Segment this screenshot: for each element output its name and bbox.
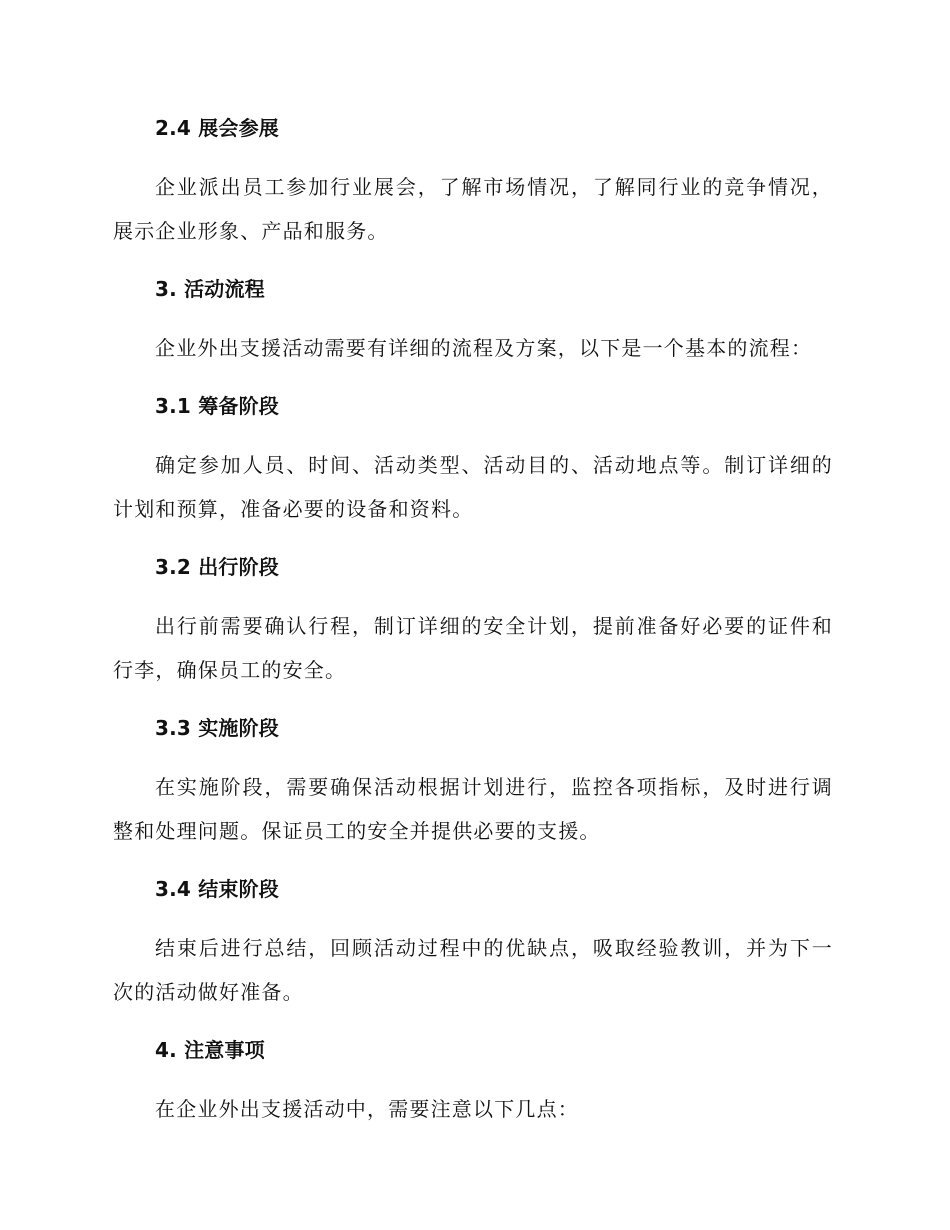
document-content xyxy=(113,108,833,1131)
section-heading-3-2: 3.2 出行阶段 xyxy=(155,555,279,579)
section-body-3-2: 出行前需要确认行程，制订详细的安全计划，提前准备好必要的证件和行李，确保员工的安全。 xyxy=(113,614,833,682)
section-heading-3: 3. 活动流程 xyxy=(155,277,265,301)
section-body-4: 在企业外出支援活动中，需要注意以下几点： xyxy=(155,1097,579,1121)
section-heading-3-3: 3.3 实施阶段 xyxy=(155,716,279,740)
section-heading-3-1: 3.1 筹备阶段 xyxy=(155,394,279,418)
section-body-3: 企业外出支援活动需要有详细的流程及方案，以下是一个基本的流程： xyxy=(155,336,813,360)
section-body-3-4: 结束后进行总结，回顾活动过程中的优缺点，吸取经验教训，并为下一次的活动做好准备。 xyxy=(113,936,833,1004)
section-body-3-3: 在实施阶段，需要确保活动根据计划进行，监控各项指标，及时进行调整和处理问题。保证员工的安全并提供必要的支援。 xyxy=(113,775,833,843)
section-heading-3-4: 3.4 结束阶段 xyxy=(155,877,279,901)
section-heading-2-4: 2.4 展会参展 xyxy=(155,116,279,140)
section-body-2-4: 企业派出员工参加行业展会，了解市场情况，了解同行业的竞争情况，展示企业形象、产品和服务。 xyxy=(113,175,833,243)
section-body-3-1: 确定参加人员、时间、活动类型、活动目的、活动地点等。制订详细的计划和预算，准备必要的设备和资料。 xyxy=(113,453,833,521)
section-heading-4: 4. 注意事项 xyxy=(155,1038,265,1062)
